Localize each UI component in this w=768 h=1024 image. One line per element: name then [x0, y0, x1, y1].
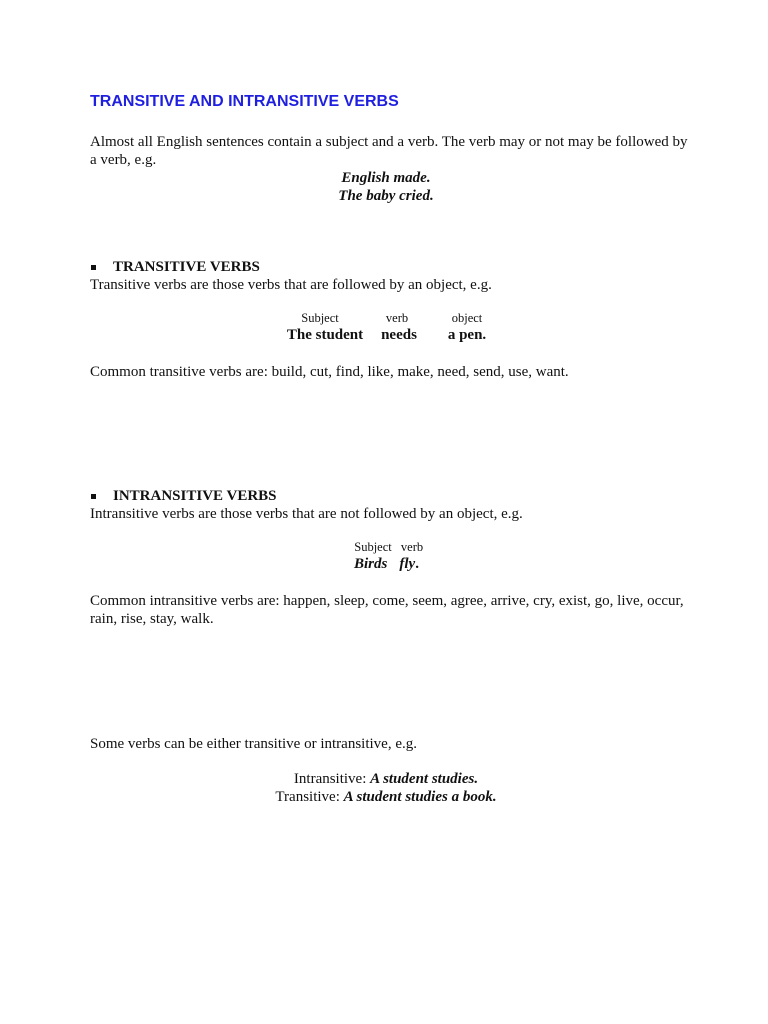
example-sentence [348, 556, 428, 573]
both-example-2 [0, 788, 768, 806]
example-word-subject: The student [286, 327, 364, 343]
transitive-common: Common transitive verbs are: build, cut, find, like, make, need, send, use, want. [90, 364, 569, 380]
intransitive-common: Common intransitive verbs are: happen, sleep, come, seem, agree, arrive, cry, exist, go, live, occur, rain, rise, stay, walk. [90, 593, 684, 627]
example-label-verb: verb [385, 311, 409, 325]
transitive-definition: Transitive verbs are those verbs that are followed by an object, e.g. [90, 277, 492, 293]
example-label-subject: Subject [354, 540, 392, 554]
example-word-verb: fly [399, 556, 416, 572]
example-label-verb: verb [400, 540, 424, 554]
both-example-1 [0, 770, 768, 788]
transitive-heading-label: TRANSITIVE VERBS [113, 259, 260, 275]
document-title: TRANSITIVE AND INTRANSITIVE VERBS [90, 93, 399, 110]
example-label: Transitive: [275, 789, 344, 805]
bullet-icon [91, 494, 96, 499]
intro-example-1: English made. [341, 170, 431, 186]
intro-example-2: The baby cried. [338, 188, 434, 204]
example-sentence: A student studies. [370, 771, 479, 787]
example-word-subject: Birds [354, 556, 388, 572]
example-word-verb: needs [381, 327, 417, 343]
transitive-heading [90, 258, 260, 276]
example-period: . [415, 556, 419, 572]
intransitive-example [0, 540, 768, 580]
example-label-subject: Subject [301, 311, 339, 325]
example-label: Intransitive: [293, 771, 371, 787]
bullet-icon [91, 265, 96, 270]
transitive-example [0, 311, 768, 351]
example-word-object: a pen. [447, 327, 487, 343]
both-paragraph: Some verbs can be either transitive or intransitive, e.g. [90, 736, 417, 752]
example-label-object: object [451, 311, 483, 325]
intro-paragraph: Almost all English sentences contain a subject and a verb. The verb may or not may be followed by a verb, e.g. [90, 134, 688, 168]
intransitive-heading [90, 487, 277, 505]
example-sentence: A student studies a book. [343, 789, 497, 805]
intransitive-definition: Intransitive verbs are those verbs that are not followed by an object, e.g. [90, 506, 523, 522]
intransitive-heading-label: INTRANSITIVE VERBS [113, 488, 277, 504]
